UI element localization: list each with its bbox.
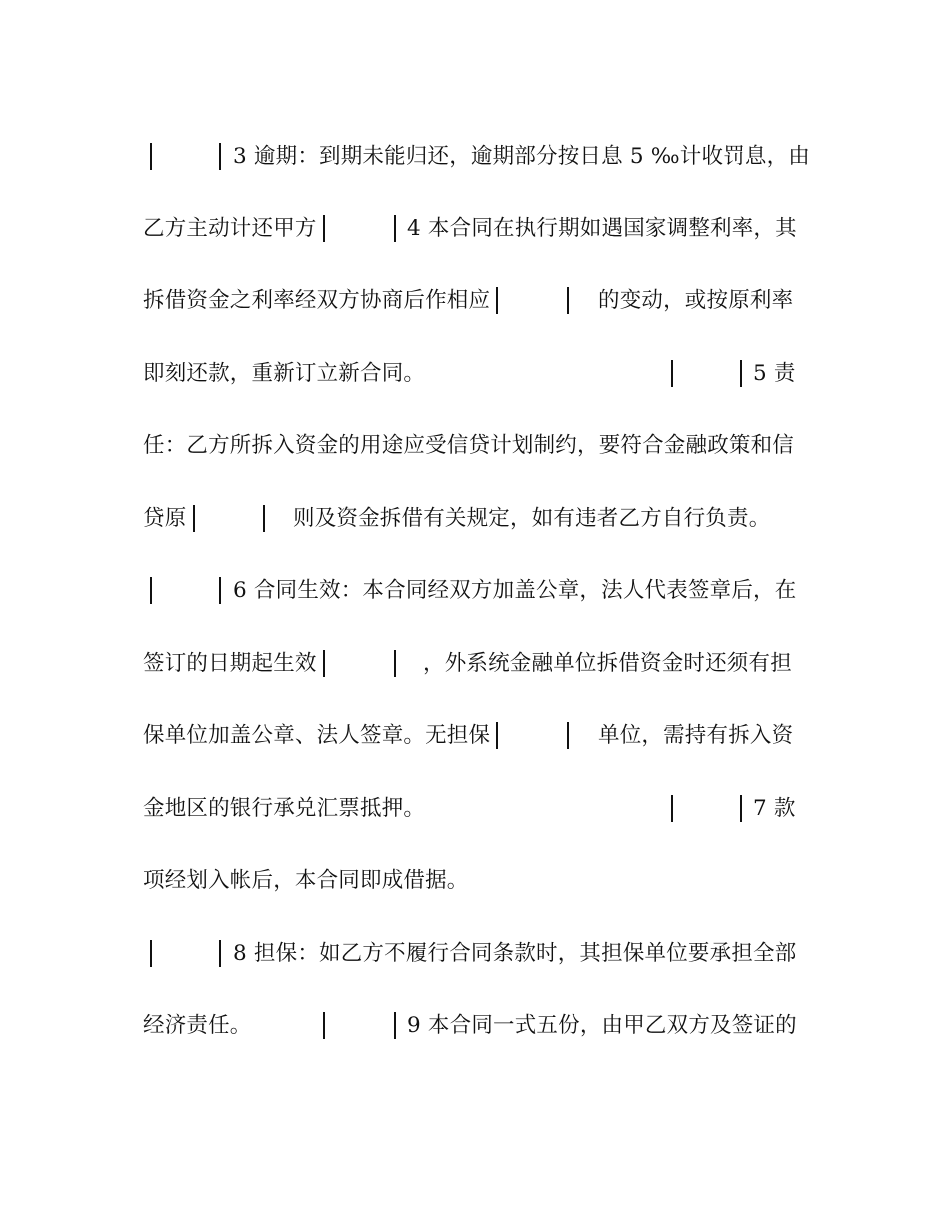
text-line: [143, 644, 793, 684]
table-border-mark: [323, 1012, 325, 1039]
text-segment: 任：乙方所拆入资金的用途应受信贷计划制约，要符合金融政策和信: [143, 433, 795, 458]
text-segment: 则及资金拆借有关规定，如有违者乙方自行负责。: [293, 506, 771, 531]
text-line: [143, 934, 797, 974]
table-border-mark: [150, 940, 152, 967]
text-segment: 9 本合同一式五份，由甲乙双方及签证的: [407, 1013, 797, 1038]
table-border-mark: [219, 577, 221, 604]
text-line: [143, 861, 793, 901]
text-segment: 7 款: [753, 796, 796, 821]
table-border-mark: [323, 215, 325, 242]
text-segment: 6 合同生效：本合同经双方加盖公章，法人代表签章后，在: [233, 578, 797, 603]
text-segment: 5 责: [753, 361, 796, 386]
table-border-mark: [263, 505, 265, 532]
text-segment: 乙方主动计还甲方: [143, 216, 317, 241]
text-segment: 单位，需持有拆入资: [598, 723, 794, 748]
text-line: [143, 354, 796, 394]
text-line: [143, 426, 793, 466]
table-border-mark: [323, 650, 325, 677]
text-segment: 贷原: [143, 506, 187, 531]
text-segment: 8 担保：如乙方不履行合同条款时，其担保单位要承担全部: [233, 941, 797, 966]
text-line: [143, 571, 797, 611]
text-segment: ，外系统金融单位拆借资金时还须有担: [423, 651, 792, 676]
table-border-mark: [193, 505, 195, 532]
text-line: [143, 137, 811, 177]
table-border-mark: [567, 287, 569, 314]
text-segment: 拆借资金之利率经双方协商后作相应: [143, 288, 491, 313]
text-line: [143, 1006, 797, 1046]
text-segment: 即刻还款，重新订立新合同。: [143, 361, 426, 386]
table-border-mark: [567, 722, 569, 749]
text-line: [143, 209, 797, 249]
table-border-mark: [219, 940, 221, 967]
table-border-mark: [740, 360, 742, 387]
table-border-mark: [394, 215, 396, 242]
table-border-mark: [496, 287, 498, 314]
text-line: [143, 499, 793, 539]
table-border-mark: [394, 650, 396, 677]
table-border-mark: [671, 795, 673, 822]
text-segment: 的变动，或按原利率: [598, 288, 794, 313]
text-segment: 4 本合同在执行期如遇国家调整利率，其: [407, 216, 797, 241]
table-border-mark: [740, 795, 742, 822]
table-border-mark: [150, 143, 152, 170]
text-segment: 3 逾期：到期未能归还，逾期部分按日息 5 ‰计收罚息，由: [233, 144, 811, 169]
text-segment: 经济责任。: [143, 1013, 252, 1038]
table-border-mark: [150, 577, 152, 604]
text-segment: 保单位加盖公章、法人签章。无担保: [143, 723, 491, 748]
text-segment: 项经划入帐后，本合同即成借据。: [143, 868, 469, 893]
text-segment: 签订的日期起生效: [143, 651, 317, 676]
table-border-mark: [671, 360, 673, 387]
text-line: [143, 716, 793, 756]
table-border-mark: [219, 143, 221, 170]
table-border-mark: [496, 722, 498, 749]
table-border-mark: [394, 1012, 396, 1039]
text-line: [143, 789, 796, 829]
text-segment: 金地区的银行承兑汇票抵押。: [143, 796, 426, 821]
text-line: [143, 281, 793, 321]
